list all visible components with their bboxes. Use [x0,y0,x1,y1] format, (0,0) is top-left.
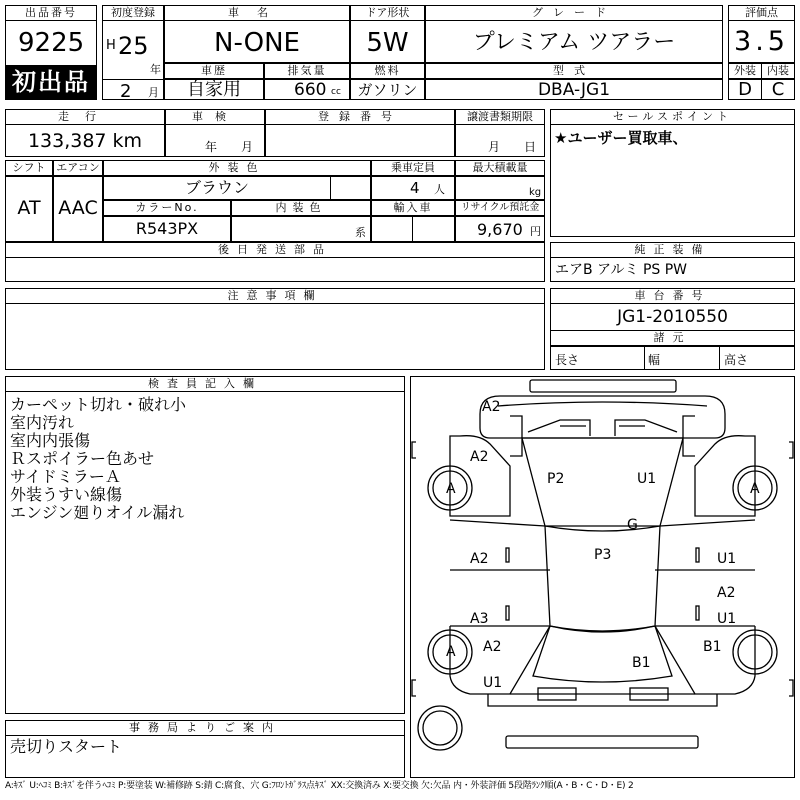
regno-label: 登録番号 [265,109,455,125]
damage-code-right-rear-door-a: A2 [717,585,736,601]
inspector-line: 室内内張傷 [10,431,91,450]
damage-code-rear-center: B1 [632,655,651,671]
reg-label: 初度登録 [102,5,164,21]
import-cell-b [412,216,455,242]
shift: AT [17,197,41,219]
capacity: 4 [410,179,420,197]
year-unit: 年 [150,63,161,76]
month-unit: 月 [148,86,159,99]
colorno-label: カラーNo. [103,200,231,216]
model-label: 型式 [425,63,723,79]
recycle: 9,670 [477,220,523,239]
shift-label: シフト [5,160,53,176]
ac-label: エアコン [53,160,103,176]
lot-number: 9225 [18,28,85,58]
shaken-label: 車検 [165,109,265,125]
dims-label: 諸元 [550,330,795,346]
score: 3.5 [734,26,789,57]
recycle-label: リサイクル預託金 [455,200,545,216]
int-label: 内装 [761,63,795,79]
damage-code-front-bumper: A2 [482,399,501,415]
damage-code-front-left: A2 [470,449,489,465]
intcolor-label: 内装色 [231,200,371,216]
inspector-label: 検査員記入欄 [5,376,405,392]
intcolor-unit: 系 [355,226,366,239]
later-label: 後日発送部品 [5,242,545,258]
mileage: 133,387 km [27,130,143,152]
office-text: 売切りスタート [10,737,123,756]
damage-code-left-front-door: A2 [470,551,489,567]
ext-label: 外装 [728,63,762,79]
sales-text: ★ユーザー買取車、 [554,129,688,147]
displacement: 660 [294,80,327,100]
intcolor-cell [231,216,371,242]
history: 自家用 [187,79,241,100]
car-diagram [410,376,795,778]
mileage-label: 走行 [5,109,165,125]
colorno: R543PX [135,219,199,238]
load-unit: kg [529,187,542,198]
int-grade: C [771,79,785,100]
grade: プレミアム ツアラー [472,30,676,55]
transfer-md: 月 日 [488,140,537,154]
score-label: 評価点 [728,5,795,21]
import-cell-a [371,216,413,242]
import-label: 輸入車 [371,200,455,216]
reg-divider [102,79,164,80]
door-label: ドア形状 [350,5,425,21]
ac: AAC [58,197,98,219]
sales-label: セールスポイント [550,109,795,125]
notes-label: 注意事項欄 [5,288,545,304]
inspector-line: カーペット切れ・破れ小 [10,395,187,414]
load-label: 最大積載量 [455,160,545,176]
shaken-ym: 年 月 [205,140,254,154]
ext-grade: D [738,79,752,100]
reg-year: 25 [118,32,149,60]
reg-month: 2 [120,81,132,102]
color-label: 外装色 [103,160,371,176]
fuel-label: 燃料 [350,63,425,79]
damage-code-right-rear-door-b: U1 [717,611,737,627]
damage-code-rear-left-a: A2 [483,639,502,655]
dims-length: 長さ [555,353,580,367]
cc-unit: cc [331,87,341,97]
grade-label: グレード [425,5,723,21]
fuel: ガソリン [357,81,418,99]
tire-code-front-left: A [446,481,456,497]
legend-footnote: A:ｷｽﾞ U:ﾍｺﾐ B:ｷｽﾞを伴うﾍｺﾐ P:要塗装 W:補修跡 S:錆 C:腐食、穴 G:ﾌﾛﾝﾄｶﾞﾗｽ点ｷｽﾞ XX:交換済み X:要交換 欠:欠品 内・外装評価 5段階ﾗﾝｸ順(A・B・C・D・E) 2 [5,781,634,791]
damage-code-left-rear-door: A3 [470,611,489,627]
tire-code-rear-left: A [446,644,456,660]
first-listing-badge: 初出品 [6,65,96,99]
damage-code-right-front-door: U1 [717,551,737,567]
inspector-line: 室内汚れ [10,413,75,432]
inspector-line: 外装うすい線傷 [10,485,123,504]
car-name: N-ONE [214,28,300,58]
damage-code-glass: G [627,517,638,533]
inspector-notes [10,396,186,522]
history-label: 車歴 [164,63,264,79]
damage-code-windshield-left: P2 [547,471,565,487]
office-label: 事務局よりご案内 [5,720,405,736]
equip-items: エアB アルミ PS PW [555,262,688,278]
capacity-unit: 人 [434,183,445,196]
inspector-line: Ｒスポイラー色あせ [10,449,155,468]
damage-code-rear-left-u: U1 [483,675,503,691]
inspector-line: エンジン廻りオイル漏れ [10,503,185,522]
model: DBA-JG1 [537,80,611,100]
lot-label: 出品番号 [5,5,97,21]
damage-code-roof: P3 [594,547,612,563]
equip-label: 純正装備 [550,242,795,258]
tire-code-front-right: A [750,481,760,497]
era: H [106,38,116,53]
transfer-label: 譲渡書類期限 [455,109,545,125]
dims-height: 高さ [724,353,749,367]
recycle-unit: 円 [530,225,541,238]
damage-code-rear-right: B1 [703,639,722,655]
door-type: 5W [366,28,409,58]
chassis-label: 車台番号 [550,288,795,304]
color: ブラウン [184,178,249,197]
displacement-label: 排気量 [264,63,350,79]
damage-code-windshield-right: U1 [637,471,657,487]
dims-width: 幅 [648,353,661,367]
capacity-label: 乗車定員 [371,160,455,176]
color-extra-cell [330,176,371,200]
inspector-line: サイドミラーＡ [10,467,121,486]
chassis-number: JG1-2010550 [617,307,728,327]
name-label: 車名 [164,5,350,21]
